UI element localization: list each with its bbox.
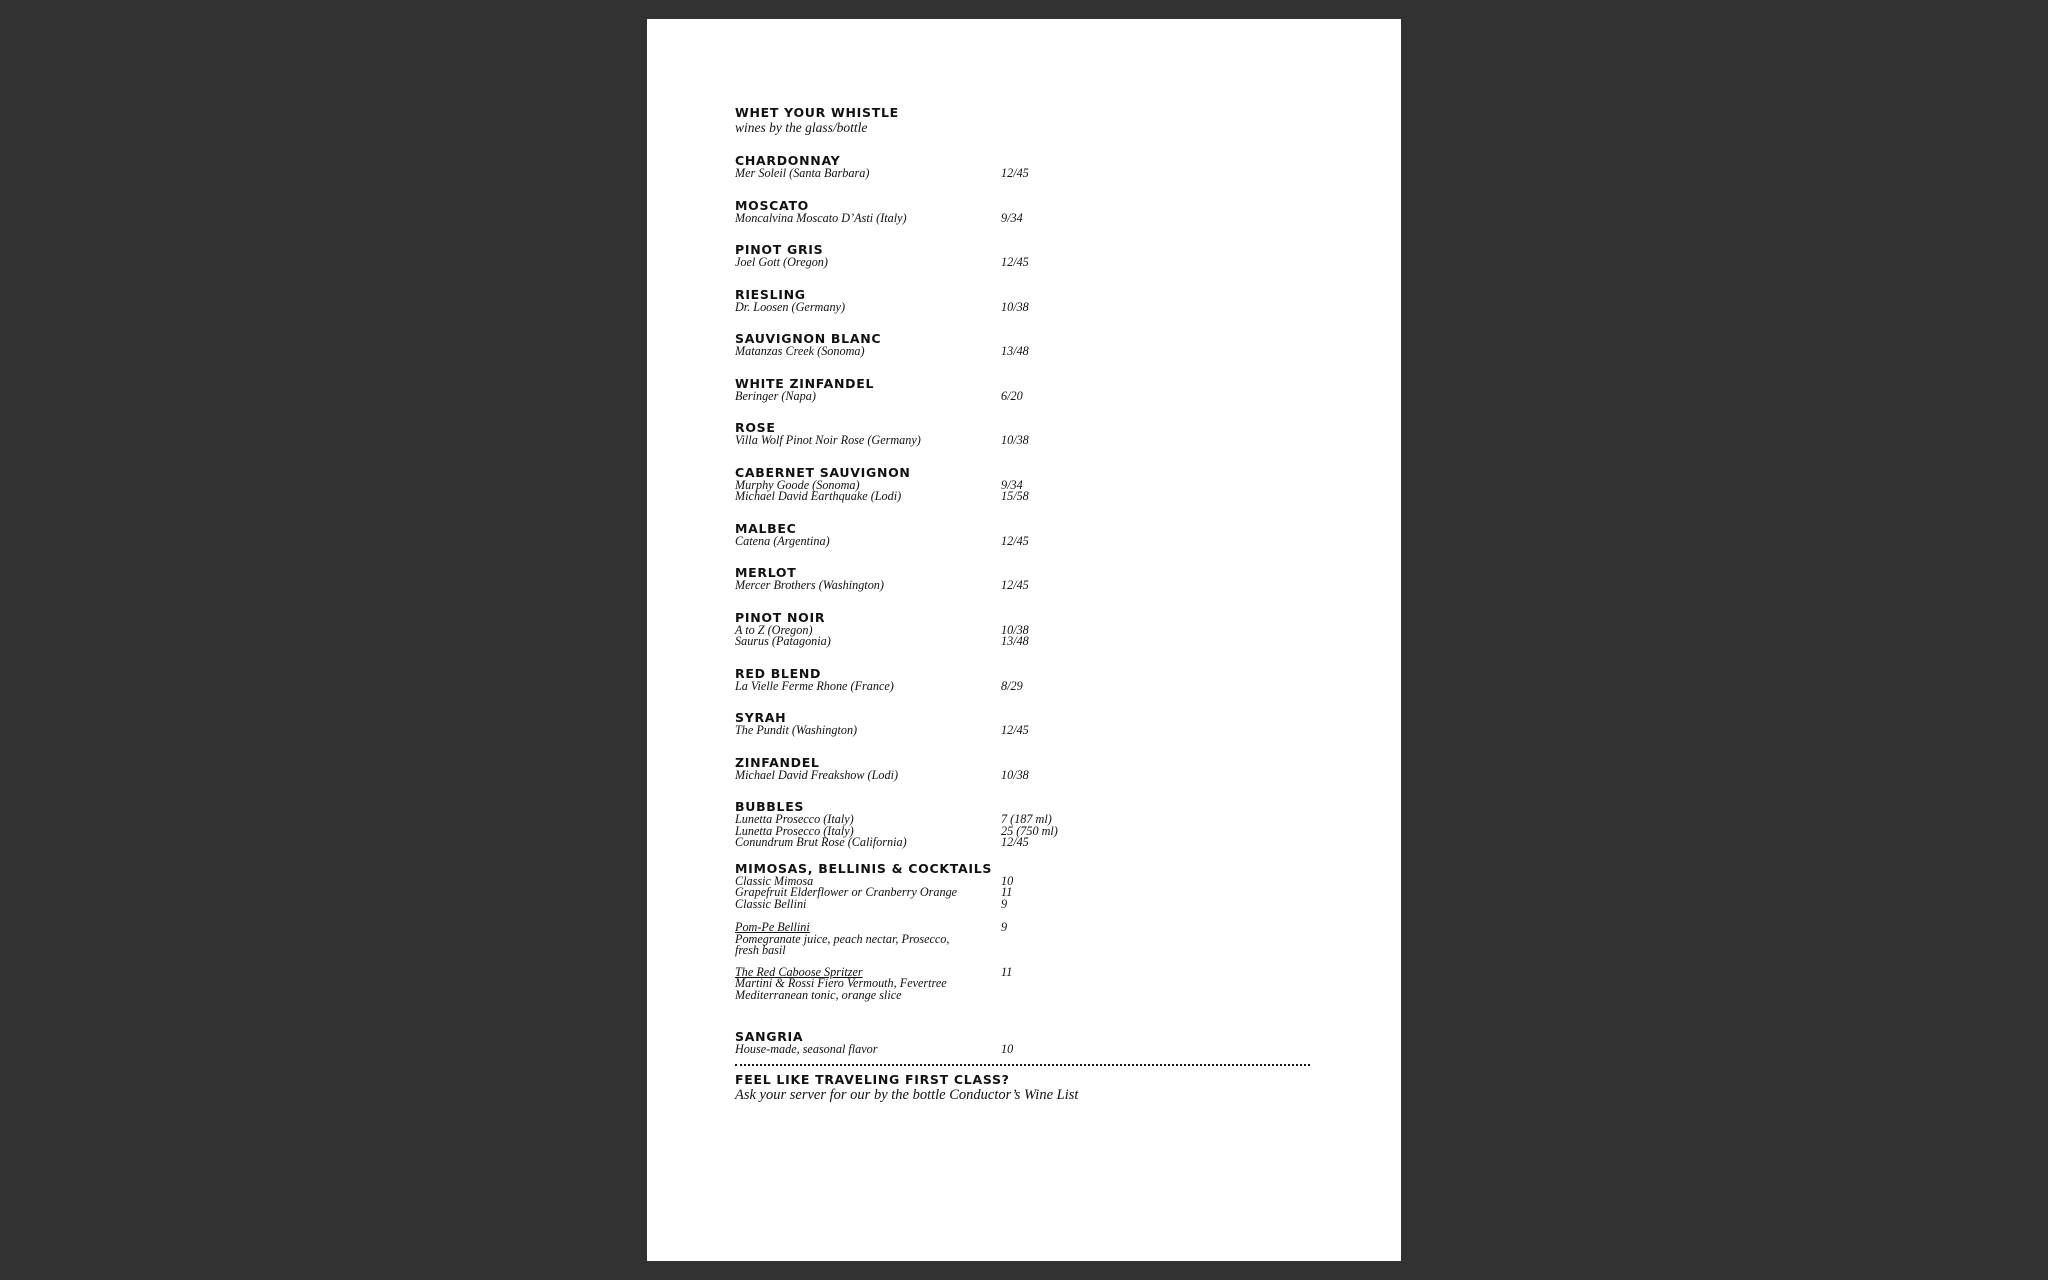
menu-header bbox=[735, 105, 1310, 135]
featured-cocktail bbox=[735, 964, 1310, 1002]
featured-cocktail-name: The Red Caboose Spritzer bbox=[735, 964, 863, 979]
wine-price: 7 (187 ml) bbox=[1001, 812, 1052, 826]
featured-cocktail-price: 9 bbox=[1001, 920, 1008, 934]
wine-price: 12/45 bbox=[1001, 533, 1029, 548]
section-zinfandel bbox=[735, 755, 1310, 782]
section-malbec bbox=[735, 521, 1310, 548]
wine-row bbox=[735, 580, 1310, 592]
section-title: WHITE ZINFANDEL bbox=[735, 375, 875, 391]
wine-row bbox=[735, 210, 1310, 225]
wine-name: Mercer Brothers (Washington) bbox=[735, 578, 884, 592]
section-sangria bbox=[735, 1029, 1310, 1056]
footer-title: FEEL LIKE TRAVELING FIRST CLASS? bbox=[735, 1071, 1010, 1087]
menu-title: WHET YOUR WHISTLE bbox=[735, 105, 899, 120]
featured-cocktail-description: Pomegranate juice, peach nectar, Prosecco, fresh basil bbox=[735, 931, 950, 957]
featured-cocktail bbox=[735, 922, 1310, 957]
wine-row bbox=[735, 435, 1310, 447]
wine-row bbox=[735, 725, 1310, 737]
sangria-name: House-made, seasonal flavor bbox=[735, 1042, 878, 1056]
section-syrah bbox=[735, 710, 1310, 737]
wine-row bbox=[735, 533, 1310, 548]
section-white-zinfandel bbox=[735, 376, 1310, 403]
cocktail-name: Classic Mimosa bbox=[735, 873, 814, 888]
section-title: CHARDONNAY bbox=[735, 153, 841, 168]
wine-row bbox=[735, 388, 1310, 403]
wine-price: 10/38 bbox=[1001, 299, 1029, 314]
wine-price: 10/38 bbox=[1001, 622, 1029, 637]
section-title: PINOT NOIR bbox=[735, 609, 826, 625]
wine-row bbox=[735, 299, 1310, 314]
cocktail-name: Classic Bellini bbox=[735, 896, 807, 911]
section-title: MERLOT bbox=[735, 565, 797, 580]
wine-price: 12/45 bbox=[1001, 255, 1029, 269]
wine-row bbox=[735, 767, 1310, 782]
wine-name: Catena (Argentina) bbox=[735, 533, 830, 548]
menu-footer bbox=[735, 1072, 1310, 1104]
section-chardonnay bbox=[735, 153, 1310, 180]
section-title: RIESLING bbox=[735, 286, 806, 302]
wine-row bbox=[735, 346, 1310, 358]
section-sauvignon-blanc bbox=[735, 331, 1310, 358]
menu-page bbox=[647, 19, 1401, 1261]
wine-name: Murphy Goode (Sonoma) bbox=[735, 477, 860, 492]
wine-price: 6/20 bbox=[1001, 388, 1023, 403]
wine-name: Lunetta Prosecco (Italy) bbox=[735, 823, 854, 838]
wine-name: Dr. Loosen (Germany) bbox=[735, 299, 846, 314]
cocktail-name: Grapefruit Elderflower or Cranberry Orange bbox=[735, 885, 958, 899]
wine-row bbox=[735, 491, 1310, 503]
wine-name: La Vielle Ferme Rhone (France) bbox=[735, 678, 894, 693]
cocktail-price: 9 bbox=[1001, 896, 1008, 911]
wine-name: Matanzas Creek (Sonoma) bbox=[735, 344, 865, 358]
wine-price: 12/45 bbox=[1001, 166, 1029, 180]
section-pinot-noir bbox=[735, 610, 1310, 648]
wine-price: 9/34 bbox=[1001, 210, 1023, 225]
wine-price: 13/48 bbox=[1001, 634, 1029, 648]
wine-price: 12/45 bbox=[1001, 835, 1029, 849]
wine-name: Villa Wolf Pinot Noir Rose (Germany) bbox=[735, 433, 921, 447]
wine-name: Lunetta Prosecco (Italy) bbox=[735, 812, 854, 826]
wine-name: Conundrum Brut Rose (California) bbox=[735, 835, 907, 849]
section-title: SAUVIGNON BLANC bbox=[735, 331, 882, 346]
section-cabernet-sauvignon bbox=[735, 465, 1310, 503]
wine-price: 8/29 bbox=[1001, 678, 1023, 693]
wine-name: Michael David Earthquake (Lodi) bbox=[735, 489, 902, 503]
wine-name: A to Z (Oregon) bbox=[735, 622, 813, 637]
wine-row bbox=[735, 837, 1310, 849]
section-title: CABERNET SAUVIGNON bbox=[735, 464, 911, 480]
wine-price: 9/34 bbox=[1001, 477, 1023, 492]
dotted-divider bbox=[735, 1064, 1310, 1066]
section-title: ZINFANDEL bbox=[735, 754, 820, 770]
cocktail-row bbox=[735, 896, 1310, 911]
featured-cocktail-name: Pom-Pe Bellini bbox=[735, 920, 810, 934]
section-title: MIMOSAS, BELLINIS & COCKTAILS bbox=[735, 860, 993, 876]
section-rose bbox=[735, 420, 1310, 447]
section-title: PINOT GRIS bbox=[735, 242, 824, 257]
menu-subtitle: wines by the glass/bottle bbox=[735, 120, 868, 135]
section-title: BUBBLES bbox=[735, 799, 805, 814]
wine-row bbox=[735, 678, 1310, 693]
wine-name: Joel Gott (Oregon) bbox=[735, 255, 828, 269]
section-title: ROSE bbox=[735, 420, 776, 435]
section-riesling bbox=[735, 287, 1310, 314]
section-title: SANGRIA bbox=[735, 1029, 804, 1044]
wine-price: 25 (750 ml) bbox=[1001, 823, 1058, 838]
wine-name: Moncalvina Moscato D’Asti (Italy) bbox=[735, 210, 907, 225]
section-red-blend bbox=[735, 666, 1310, 693]
wine-name: The Pundit (Washington) bbox=[735, 723, 858, 737]
wine-row bbox=[735, 636, 1310, 648]
sangria-row bbox=[735, 1044, 1310, 1056]
wine-name: Saurus (Patagonia) bbox=[735, 634, 831, 648]
wine-name: Michael David Freakshow (Lodi) bbox=[735, 767, 899, 782]
cocktail-row bbox=[735, 887, 1310, 899]
section-title: MOSCATO bbox=[735, 197, 809, 213]
featured-cocktail-description: Martini & Rossi Fiero Vermouth, Fevertree Mediterranean tonic, orange slice bbox=[735, 976, 947, 1002]
section-merlot bbox=[735, 565, 1310, 592]
section-pinot-gris bbox=[735, 242, 1310, 269]
section-title: MALBEC bbox=[735, 520, 797, 536]
wine-price: 13/48 bbox=[1001, 344, 1029, 358]
featured-cocktail-price: 11 bbox=[1001, 964, 1013, 979]
sangria-price: 10 bbox=[1001, 1042, 1014, 1056]
wine-name: Mer Soleil (Santa Barbara) bbox=[735, 166, 870, 180]
section-moscato bbox=[735, 198, 1310, 225]
section-title: SYRAH bbox=[735, 710, 787, 725]
wine-price: 12/45 bbox=[1001, 723, 1029, 737]
wine-row bbox=[735, 257, 1310, 269]
wine-price: 15/58 bbox=[1001, 489, 1029, 503]
wine-name: Beringer (Napa) bbox=[735, 388, 816, 403]
wine-price: 10/38 bbox=[1001, 767, 1029, 782]
menu-content bbox=[735, 105, 1310, 1104]
wine-price: 10/38 bbox=[1001, 433, 1029, 447]
wine-price: 12/45 bbox=[1001, 578, 1029, 592]
cocktail-price: 11 bbox=[1001, 885, 1013, 899]
section-title: RED BLEND bbox=[735, 665, 822, 681]
section-cocktails bbox=[735, 861, 1310, 1002]
section-bubbles bbox=[735, 799, 1310, 849]
cocktail-price: 10 bbox=[1001, 873, 1014, 888]
wine-row bbox=[735, 168, 1310, 180]
footer-subtitle: Ask your server for our by the bottle Conductor’s Wine List bbox=[735, 1086, 1079, 1103]
